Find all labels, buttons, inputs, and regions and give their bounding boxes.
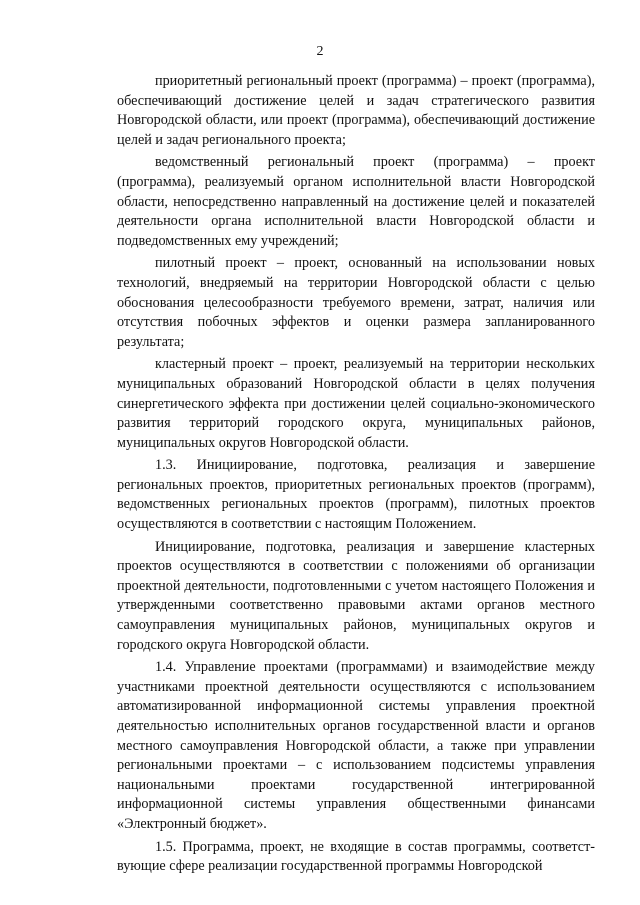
paragraph-cluster-project: кластерный проект – проект, реализуемый на территории нескольких муниципальных образований Новгородской области в целях получения синергетического эффекта при достижении целей социально-экономического развития территорий городского округа, муниципальных районов, муниципальных округов Новгородской области.	[117, 356, 595, 451]
page-number: 2	[316, 44, 324, 59]
paragraph-section-1-5: 1.5. Программа, проект, не входящие в состав программы, соответст-вующие сфере реализации государственной программы Новгородской	[117, 838, 595, 875]
paragraph-pilot-project: пилотный проект – проект, основанный на использовании новых технологий, внедряемый на территории Новгородской области с целью обоснования целесообразности требуемого времени, затрат, наличия или отсутствия побочных эффектов и оценки размера запланированного результата;	[117, 255, 595, 350]
paragraph-departmental-project: ведомственный региональный проект (программа) – проект (программа), реализуемый органом исполнительной власти Новгородской области, непосредственно направленный на достижение целей и показателей деятельности органа исполнительной власти Новгородской области и подведомственных ему учреждений;	[117, 154, 595, 249]
paragraph-cluster-initiation: Инициирование, подготовка, реализация и завершение кластерных проектов осуществляются в соответствии с положениями об организации проектной деятельности, подготовленными с учетом настоящего Положения и утвержденными соответственно правовыми актами органов местного самоуправления муниципальных районов, муниципальных округов и городского округа Новгородской области.	[117, 538, 595, 653]
paragraph-priority-project: приоритетный региональный проект (программа) – проект (программа), обеспечивающий достижение целей и задач стратегического развития Новгородской области, или проект (программа), обеспечивающий достижение целей и задач регионального проекта;	[117, 73, 595, 148]
document-body	[117, 72, 595, 877]
paragraph-section-1-4: 1.4. Управление проектами (программами) и взаимодействие между участниками проектной деятельности осуществляются с использованием автоматизированной информационной системы управления проектной деятельностью исполнительных органов государственной власти и органов местного самоуправления Новгородской области, а также при управлении региональными проектами – с использованием подсистемы управления национальными проектами государственной интегрированной информационной системы управления общественными финансами «Электронный бюджет».	[117, 659, 595, 832]
paragraph-section-1-3: 1.3. Инициирование, подготовка, реализация и завершение региональных проектов, приоритетных региональных проектов (программ), ведомственных региональных проектов (программ), пилотных проектов осуществляются в соответствии с настоящим Положением.	[117, 457, 595, 533]
